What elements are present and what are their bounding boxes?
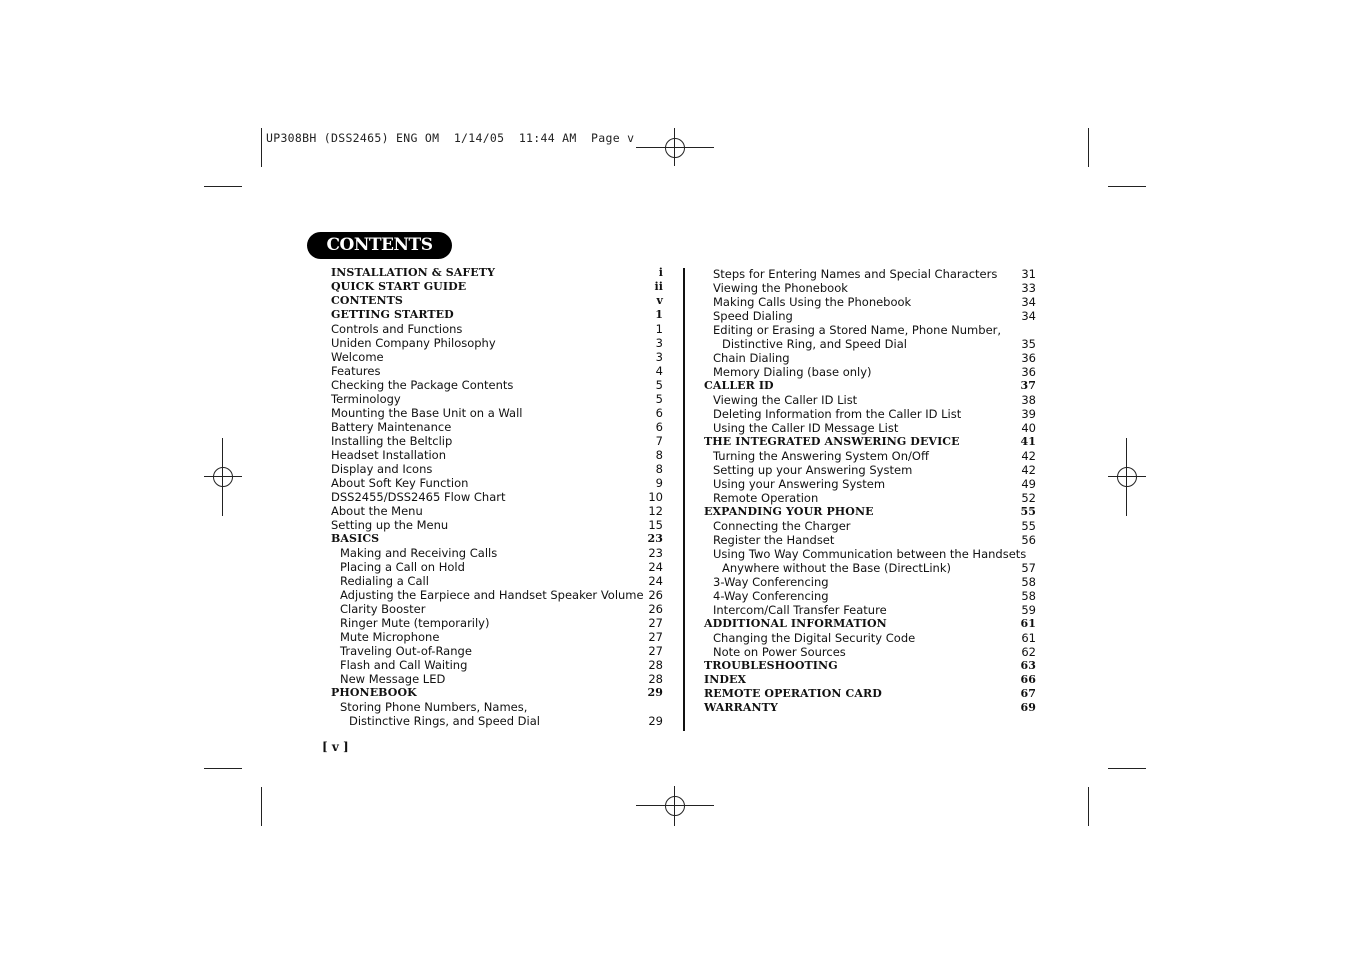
toc-section-heading [331, 280, 663, 294]
toc-entry [704, 351, 1036, 365]
toc-entry-label: BASICS [331, 532, 380, 545]
toc-entry [704, 309, 1036, 323]
toc-entry-label: Making and Receiving Calls [340, 546, 498, 560]
toc-page-number: 41 [1020, 435, 1036, 448]
toc-section-heading [331, 308, 663, 322]
printer-slug-line: UP308BH (DSS2465) ENG OM 1/14/05 11:44 AM Page v [266, 131, 635, 145]
toc-page-number: 28 [648, 658, 663, 672]
toc-entry-label: Display and Icons [331, 462, 433, 476]
toc-entry-label: Chain Dialing [713, 351, 790, 365]
toc-page-number: 34 [1021, 309, 1036, 323]
toc-page-number: 49 [1021, 477, 1036, 491]
toc-page-number: 52 [1021, 491, 1036, 505]
toc-entry-label: Checking the Package Contents [331, 378, 514, 392]
toc-entry-label: Anywhere without the Base (DirectLink) [722, 561, 951, 575]
toc-entry-label: Clarity Booster [340, 602, 426, 616]
toc-page-number: 59 [1021, 603, 1036, 617]
toc-entry [704, 421, 1036, 435]
page-title: CONTENTS [307, 232, 452, 259]
toc-page-number: 37 [1020, 379, 1036, 392]
crop-mark [204, 186, 242, 187]
toc-page-number: 8 [655, 462, 663, 476]
toc-entry [331, 560, 663, 574]
toc-entry-label: About the Menu [331, 504, 423, 518]
toc-page-number: 56 [1021, 533, 1036, 547]
toc-entry [331, 658, 663, 672]
toc-page-number: 67 [1020, 687, 1036, 700]
toc-entry [331, 644, 663, 658]
crop-mark [1108, 186, 1146, 187]
toc-section-heading [331, 686, 663, 700]
toc-entry [331, 630, 663, 644]
toc-page-number: 1 [655, 322, 663, 336]
crop-mark [261, 787, 262, 826]
toc-entry-label: Ringer Mute (temporarily) [340, 616, 490, 630]
toc-page-number: 5 [655, 392, 663, 406]
toc-page-number: 40 [1021, 421, 1036, 435]
toc-page-number: 61 [1021, 631, 1036, 645]
toc-entry [331, 420, 663, 434]
column-divider [683, 268, 685, 731]
toc-entry-label: QUICK START GUIDE [331, 280, 467, 293]
toc-entry-label: Changing the Digital Security Code [713, 631, 916, 645]
toc-entry [331, 378, 663, 392]
toc-entry-label: Using the Caller ID Message List [713, 421, 899, 435]
toc-entry [331, 574, 663, 588]
toc-entry-label: About Soft Key Function [331, 476, 469, 490]
toc-entry-label: Turning the Answering System On/Off [713, 449, 929, 463]
toc-entry [704, 491, 1036, 505]
toc-page-number: 8 [655, 448, 663, 462]
toc-section-heading [331, 294, 663, 308]
toc-entry [331, 392, 663, 406]
toc-page-number: 35 [1021, 337, 1036, 351]
toc-entry-label: Adjusting the Earpiece and Handset Speaker Volume [340, 588, 644, 602]
toc-page-number: 61 [1020, 617, 1036, 630]
toc-page-number: 24 [648, 574, 663, 588]
toc-entry-label: Steps for Entering Names and Special Characters [713, 267, 998, 281]
toc-page-number: 5 [655, 378, 663, 392]
toc-entry [331, 490, 663, 504]
toc-page-number: 29 [647, 686, 663, 699]
toc-section-heading [704, 659, 1036, 673]
toc-entry-label: Uniden Company Philosophy [331, 336, 496, 350]
toc-entry-label: Traveling Out-of-Range [340, 644, 472, 658]
toc-entry-label: Viewing the Phonebook [713, 281, 848, 295]
toc-entry-label: 4-Way Conferencing [713, 589, 829, 603]
toc-entry [331, 350, 663, 364]
toc-entry-label: Mounting the Base Unit on a Wall [331, 406, 523, 420]
toc-entry-label: Remote Operation [713, 491, 819, 505]
toc-entry [704, 533, 1036, 547]
toc-entry-label: INSTALLATION & SAFETY [331, 266, 496, 279]
toc-entry [704, 547, 1036, 561]
toc-page-number: 3 [655, 350, 663, 364]
toc-entry-label: PHONEBOOK [331, 686, 417, 699]
toc-entry-label: CALLER ID [704, 379, 774, 392]
toc-page-number: 42 [1021, 449, 1036, 463]
toc-entry-label: Storing Phone Numbers, Names, [340, 700, 528, 714]
toc-page-number: 6 [655, 420, 663, 434]
toc-entry [704, 463, 1036, 477]
toc-page-number: 9 [655, 476, 663, 490]
toc-entry-label: DSS2455/DSS2465 Flow Chart [331, 490, 506, 504]
crop-mark [1088, 128, 1089, 167]
toc-page-number: 33 [1021, 281, 1036, 295]
toc-entry-label: Redialing a Call [340, 574, 429, 588]
crop-mark [261, 128, 262, 167]
toc-page-number: 6 [655, 406, 663, 420]
toc-page-number: 38 [1021, 393, 1036, 407]
toc-entry-label: Placing a Call on Hold [340, 560, 465, 574]
toc-entry [704, 575, 1036, 589]
toc-section-heading [704, 505, 1036, 519]
toc-page-number: 31 [1021, 267, 1036, 281]
toc-section-heading [704, 379, 1036, 393]
toc-page-number: 63 [1020, 659, 1036, 672]
toc-entry-label: Memory Dialing (base only) [713, 365, 872, 379]
toc-page-number: 27 [648, 630, 663, 644]
toc-entry [331, 546, 663, 560]
toc-entry [704, 295, 1036, 309]
toc-entry [704, 337, 1036, 351]
toc-entry-label: Using Two Way Communication between the Handsets [713, 547, 1027, 561]
toc-page-number: 15 [648, 518, 663, 532]
toc-entry-label: Speed Dialing [713, 309, 793, 323]
toc-entry [331, 602, 663, 616]
toc-entry-label: 3-Way Conferencing [713, 575, 829, 589]
toc-entry-label: ADDITIONAL INFORMATION [704, 617, 887, 630]
toc-page-number: i [658, 266, 663, 279]
toc-entry-label: New Message LED [340, 672, 446, 686]
toc-entry-label: Deleting Information from the Caller ID List [713, 407, 962, 421]
toc-page-number: 1 [655, 308, 663, 321]
toc-entry-label: Viewing the Caller ID List [713, 393, 858, 407]
toc-page-number: v [656, 294, 663, 307]
toc-page-number: 34 [1021, 295, 1036, 309]
crop-mark [1108, 768, 1146, 769]
toc-entry [704, 449, 1036, 463]
toc-page-number: 26 [648, 602, 663, 616]
toc-entry [331, 462, 663, 476]
toc-page-number: 26 [648, 588, 663, 602]
toc-page-number: 62 [1021, 645, 1036, 659]
toc-page-number: 57 [1021, 561, 1036, 575]
toc-entry-label: Making Calls Using the Phonebook [713, 295, 912, 309]
toc-entry-label: Welcome [331, 350, 384, 364]
toc-section-heading [331, 266, 663, 280]
toc-entry [704, 603, 1036, 617]
toc-entry [704, 645, 1036, 659]
toc-page-number: 29 [648, 714, 663, 728]
toc-section-heading [704, 617, 1036, 631]
toc-entry [331, 504, 663, 518]
toc-page-number: 36 [1021, 365, 1036, 379]
toc-page-number: 55 [1020, 505, 1036, 518]
toc-section-heading [331, 532, 663, 546]
toc-entry-label: Controls and Functions [331, 322, 463, 336]
toc-page-number: 24 [648, 560, 663, 574]
toc-entry [704, 589, 1036, 603]
toc-entry [704, 281, 1036, 295]
toc-entry [331, 700, 663, 714]
toc-entry [331, 448, 663, 462]
toc-entry-label: WARRANTY [704, 701, 778, 714]
toc-page-number: 55 [1021, 519, 1036, 533]
toc-entry-label: Editing or Erasing a Stored Name, Phone Number, [713, 323, 1002, 337]
toc-page-number: 28 [648, 672, 663, 686]
toc-entry-label: EXPANDING YOUR PHONE [704, 505, 874, 518]
toc-page-number: 58 [1021, 575, 1036, 589]
toc-entry [704, 631, 1036, 645]
toc-page-number: 10 [648, 490, 663, 504]
toc-section-heading [704, 701, 1036, 715]
toc-entry [331, 588, 663, 602]
toc-page-number: 58 [1021, 589, 1036, 603]
toc-page-number: 7 [655, 434, 663, 448]
toc-entry [331, 434, 663, 448]
toc-page-number: 69 [1020, 701, 1036, 714]
toc-entry [704, 477, 1036, 491]
toc-page-number: 36 [1021, 351, 1036, 365]
toc-page-number: 23 [648, 546, 663, 560]
toc-entry-label: Connecting the Charger [713, 519, 851, 533]
toc-entry [704, 267, 1036, 281]
toc-entry [331, 364, 663, 378]
toc-entry-label: Intercom/Call Transfer Feature [713, 603, 887, 617]
toc-section-heading [704, 435, 1036, 449]
toc-entry-label: Using your Answering System [713, 477, 886, 491]
toc-entry [704, 561, 1036, 575]
toc-entry-label: Mute Microphone [340, 630, 440, 644]
toc-entry-label: Flash and Call Waiting [340, 658, 468, 672]
toc-page-number: 39 [1021, 407, 1036, 421]
toc-entry [331, 616, 663, 630]
toc-entry-label: Battery Maintenance [331, 420, 452, 434]
toc-section-heading [704, 687, 1036, 701]
toc-page-number: 12 [648, 504, 663, 518]
toc-entry-label: Register the Handset [713, 533, 835, 547]
toc-entry-label: Note on Power Sources [713, 645, 846, 659]
toc-page-number: ii [654, 280, 663, 293]
toc-page-number: 27 [648, 616, 663, 630]
toc-entry [331, 518, 663, 532]
toc-entry-label: Distinctive Ring, and Speed Dial [722, 337, 907, 351]
toc-entry [331, 714, 663, 728]
toc-left-column [331, 266, 663, 728]
toc-entry [704, 365, 1036, 379]
crop-mark [204, 768, 242, 769]
toc-section-heading [704, 673, 1036, 687]
toc-page-number: 42 [1021, 463, 1036, 477]
toc-entry-label: Setting up your Answering System [713, 463, 913, 477]
toc-entry-label: INDEX [704, 673, 747, 686]
crop-mark [1088, 787, 1089, 826]
toc-entry [331, 406, 663, 420]
toc-entry [704, 323, 1036, 337]
toc-entry [704, 393, 1036, 407]
toc-entry [704, 519, 1036, 533]
toc-page-number: 27 [648, 644, 663, 658]
toc-entry-label: REMOTE OPERATION CARD [704, 687, 882, 700]
toc-right-column [704, 267, 1036, 715]
toc-entry-label: CONTENTS [331, 294, 403, 307]
toc-page-number: 23 [647, 532, 663, 545]
toc-page-number: 3 [655, 336, 663, 350]
toc-entry [331, 336, 663, 350]
toc-page-number: 66 [1020, 673, 1036, 686]
toc-entry-label: Installing the Beltclip [331, 434, 453, 448]
toc-entry-label: Features [331, 364, 381, 378]
toc-page-number: 4 [655, 364, 663, 378]
toc-entry [331, 672, 663, 686]
toc-entry [331, 322, 663, 336]
page-number: [ v ] [322, 740, 349, 754]
toc-entry [331, 476, 663, 490]
toc-entry-label: Setting up the Menu [331, 518, 449, 532]
toc-entry-label: Terminology [331, 392, 401, 406]
toc-entry-label: THE INTEGRATED ANSWERING DEVICE [704, 435, 960, 448]
toc-entry-label: Headset Installation [331, 448, 446, 462]
toc-entry [704, 407, 1036, 421]
toc-entry-label: Distinctive Rings, and Speed Dial [349, 714, 540, 728]
toc-entry-label: TROUBLESHOOTING [704, 659, 838, 672]
toc-entry-label: GETTING STARTED [331, 308, 454, 321]
